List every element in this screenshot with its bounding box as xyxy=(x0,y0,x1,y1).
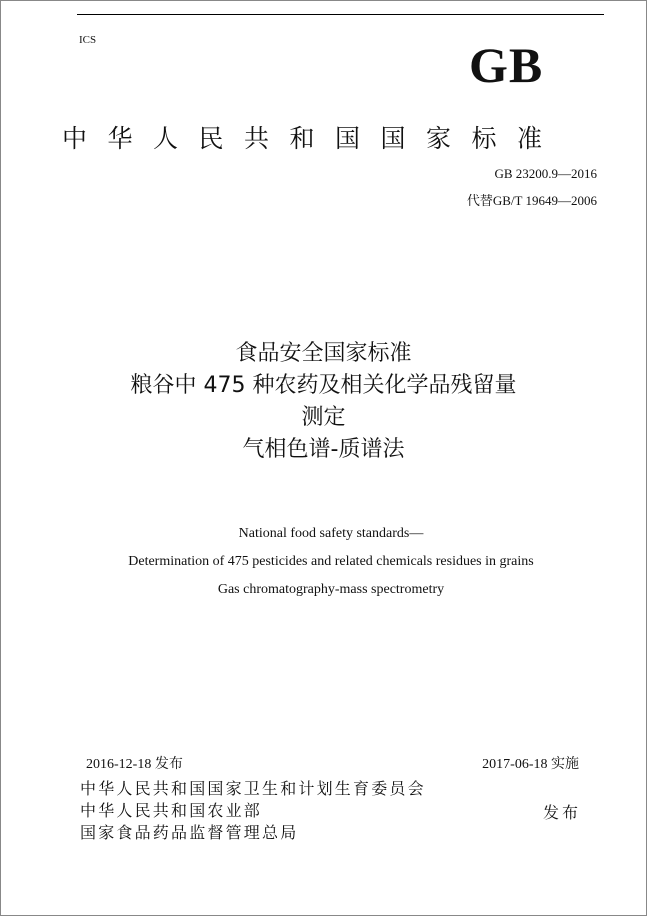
chinese-title-line-1: 食品安全国家标准 xyxy=(235,341,412,366)
issuing-authorities xyxy=(80,778,426,844)
english-title xyxy=(0,520,647,604)
replaces-standard: 代替GB/T 19649—2006 xyxy=(466,193,597,208)
chinese-title-line-4: 气相色谱-质谱法 xyxy=(242,437,405,462)
top-rule xyxy=(77,14,604,15)
chinese-title-line-2: 粮谷中 475 种农药及相关化学品残留量 xyxy=(130,373,517,398)
standard-type-title: 中华人民共和国国家标准 xyxy=(62,124,563,153)
ics-label: ICS xyxy=(79,34,97,46)
chinese-title xyxy=(0,338,647,466)
english-title-line-2: Determination of 475 pesticides and related chemicals residues in grains xyxy=(128,554,534,569)
issue-date: 2016-12-18 发布 xyxy=(86,757,183,772)
chinese-title-line-3: 测定 xyxy=(301,405,346,430)
gb-logo: GB xyxy=(469,37,544,93)
standard-number: GB 23200.9—2016 xyxy=(494,166,597,181)
english-title-line-3: Gas chromatography-mass spectrometry xyxy=(217,582,445,597)
release-label: 发布 xyxy=(543,803,582,822)
implementation-date: 2017-06-18 实施 xyxy=(482,757,579,772)
issuer-3: 国家食品药品监督管理总局 xyxy=(80,823,299,842)
issuer-1: 中华人民共和国国家卫生和计划生育委员会 xyxy=(80,779,426,798)
english-title-line-1: National food safety standards— xyxy=(238,526,424,541)
issuer-2: 中华人民共和国农业部 xyxy=(80,801,263,820)
